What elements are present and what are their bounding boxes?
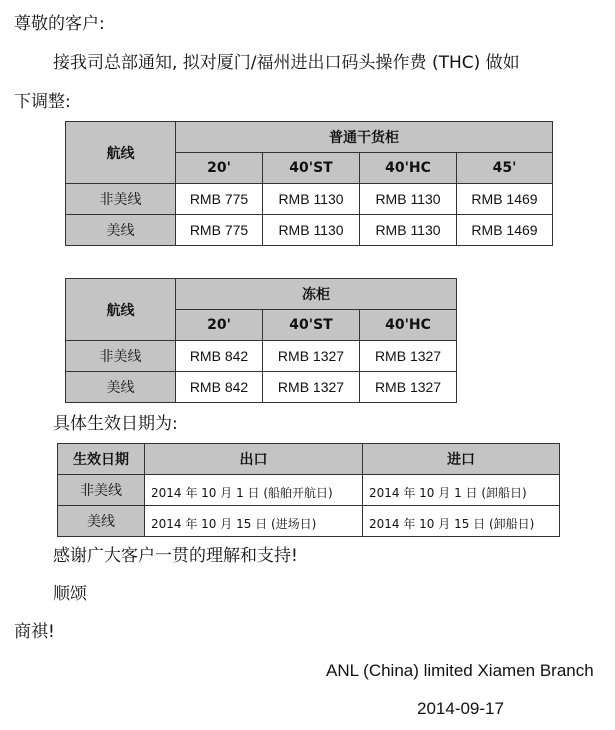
column-header: 出口 <box>145 444 363 475</box>
rate-cell: RMB 1130 <box>360 215 457 246</box>
thanks-line: 感谢广大客户一贯的理解和支持! <box>53 546 298 566</box>
signature: ANL (China) limited Xiamen Branch <box>326 661 594 680</box>
table-row <box>66 215 553 246</box>
column-header: 20' <box>176 153 263 184</box>
rate-cell: RMB 1130 <box>360 184 457 215</box>
reefer-container-table <box>65 278 457 403</box>
route-label: 非美线 <box>58 475 145 506</box>
route-label: 美线 <box>66 215 176 246</box>
rate-cell: RMB 1469 <box>457 215 553 246</box>
route-header: 航线 <box>66 122 176 184</box>
column-header: 生效日期 <box>58 444 145 475</box>
closing-line-2: 商祺! <box>14 622 55 642</box>
intro-line-2: 下调整: <box>14 92 71 112</box>
group-header: 冻柜 <box>176 279 457 310</box>
export-date: 2014 年 10 月 15 日 (进场日) <box>145 506 363 537</box>
group-header: 普通干货柜 <box>176 122 553 153</box>
dry-container-table <box>65 121 553 246</box>
route-label: 非美线 <box>66 341 176 372</box>
column-header: 20' <box>176 310 263 341</box>
route-label: 美线 <box>66 372 176 403</box>
rate-cell: RMB 1469 <box>457 184 553 215</box>
rate-cell: RMB 842 <box>176 372 263 403</box>
rate-cell: RMB 842 <box>176 341 263 372</box>
salutation: 尊敬的客户: <box>14 14 105 34</box>
route-label: 美线 <box>58 506 145 537</box>
letter-date: 2014-09-17 <box>417 699 504 718</box>
column-header: 进口 <box>363 444 560 475</box>
intro-line-1: 接我司总部通知, 拟对厦门/福州进出口码头操作费 (THC) 做如 <box>53 53 520 73</box>
table-row <box>58 506 560 537</box>
rate-cell: RMB 1327 <box>360 341 457 372</box>
table-row <box>66 184 553 215</box>
effective-date-table <box>57 443 560 537</box>
column-header: 45' <box>457 153 553 184</box>
table-row <box>58 475 560 506</box>
rate-cell: RMB 1130 <box>263 215 360 246</box>
import-date: 2014 年 10 月 1 日 (卸船日) <box>363 475 560 506</box>
column-header: 40'HC <box>360 153 457 184</box>
rate-cell: RMB 775 <box>176 184 263 215</box>
table-row <box>66 372 457 403</box>
effective-date-label: 具体生效日期为: <box>53 414 178 434</box>
rate-cell: RMB 775 <box>176 215 263 246</box>
table-row <box>66 341 457 372</box>
rate-cell: RMB 1130 <box>263 184 360 215</box>
column-header: 40'HC <box>360 310 457 341</box>
rate-cell: RMB 1327 <box>360 372 457 403</box>
route-label: 非美线 <box>66 184 176 215</box>
import-date: 2014 年 10 月 15 日 (卸船日) <box>363 506 560 537</box>
column-header: 40'ST <box>263 153 360 184</box>
rate-cell: RMB 1327 <box>263 372 360 403</box>
closing-line-1: 顺颂 <box>53 584 87 604</box>
column-header: 40'ST <box>263 310 360 341</box>
rate-cell: RMB 1327 <box>263 341 360 372</box>
route-header: 航线 <box>66 279 176 341</box>
export-date: 2014 年 10 月 1 日 (船舶开航日) <box>145 475 363 506</box>
